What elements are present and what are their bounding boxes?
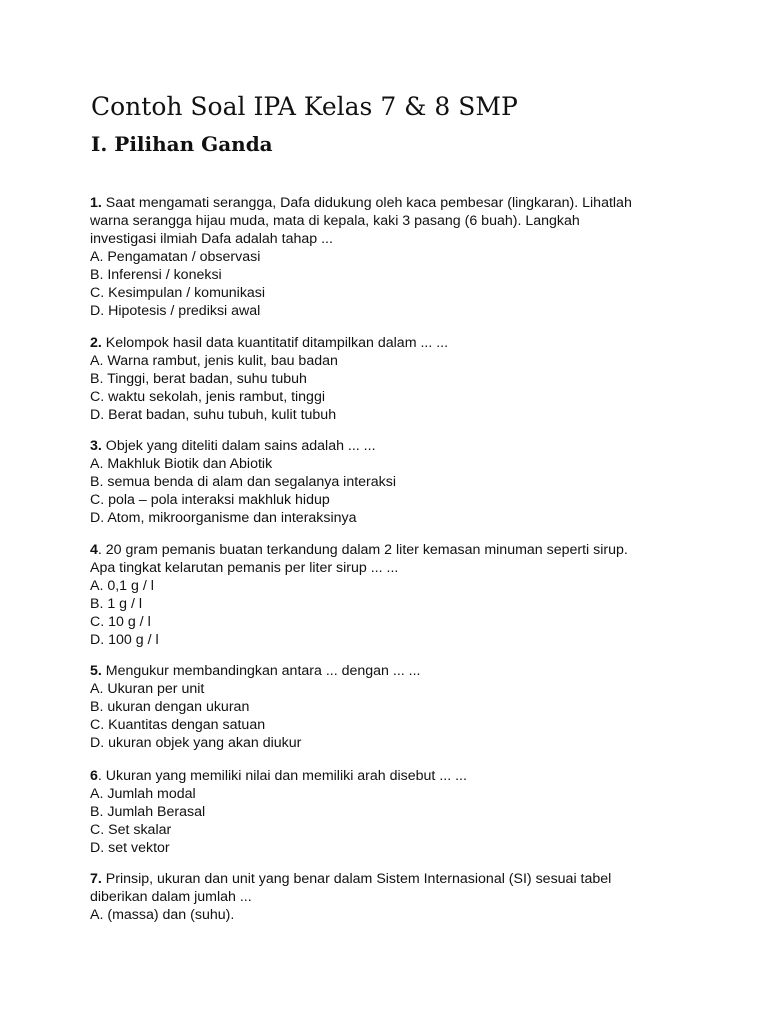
- question-1-option-b: B. Inferensi / koneksi: [90, 267, 222, 283]
- question-6: [90, 767, 690, 857]
- question-6-line-1: [90, 767, 690, 785]
- question-6-text-1: . Ukuran yang memiliki nilai dan memiliki arah disebut ... ...: [97, 768, 467, 784]
- question-3-option-a: A. Makhluk Biotik dan Abiotik: [90, 456, 273, 472]
- question-4-option-c: C. 10 g / l: [90, 614, 151, 630]
- question-4-text-2: Apa tingkat kelarutan pemanis per liter sirup ... ...: [90, 560, 399, 576]
- question-7-text-1: Prinsip, ukuran dan unit yang benar dalam Sistem Internasional (SI) sesuai tabel: [105, 871, 612, 887]
- question-1-text-2: warna serangga hijau muda, mata di kepala, kaki 3 pasang (6 buah). Langkah: [90, 213, 580, 229]
- question-5: [90, 662, 690, 752]
- question-2-option-c: C. waktu sekolah, jenis rambut, tinggi: [90, 389, 325, 405]
- question-2-number: 2.: [90, 335, 102, 351]
- question-7-text-2: diberikan dalam jumlah ...: [90, 889, 252, 905]
- question-5-option-d: D. ukuran objek yang akan diukur: [90, 735, 302, 751]
- question-7: [90, 870, 690, 924]
- question-2-option-b: B. Tinggi, berat badan, suhu tubuh: [90, 371, 307, 387]
- question-5-option-c: C. Kuantitas dengan satuan: [90, 717, 266, 733]
- question-5-line-1: [90, 662, 690, 680]
- question-3-option-b: B. semua benda di alam dan segalanya interaksi: [90, 474, 397, 490]
- question-1-option-d: D. Hipotesis / prediksi awal: [90, 303, 261, 319]
- question-3: [90, 437, 690, 527]
- question-6-number: 6: [90, 768, 98, 784]
- question-1-option-a: A. Pengamatan / observasi: [90, 249, 261, 265]
- question-1-option-c: C. Kesimpulan / komunikasi: [90, 285, 266, 301]
- question-2-option-a: A. Warna rambut, jenis kulit, bau badan: [90, 353, 338, 369]
- question-4: [90, 541, 690, 649]
- question-6-option-c: C. Set skalar: [90, 822, 172, 838]
- question-1-text-3: investigasi ilmiah Dafa adalah tahap ...: [90, 231, 333, 247]
- question-7-number: 7.: [90, 871, 102, 887]
- question-1: [90, 194, 690, 320]
- question-6-option-b: B. Jumlah Berasal: [90, 804, 206, 820]
- section-title: I. Pilihan Ganda: [91, 132, 273, 156]
- question-2-line-1: [90, 334, 690, 352]
- question-4-line-1: [90, 541, 690, 559]
- question-2: [90, 334, 690, 424]
- question-3-option-d: D. Atom, mikroorganisme dan interaksinya: [90, 510, 357, 526]
- question-3-option-c: C. pola – pola interaksi makhluk hidup: [90, 492, 330, 508]
- question-5-number: 5.: [90, 663, 102, 679]
- question-7-option-a: A. (massa) dan (suhu).: [90, 907, 235, 923]
- question-2-option-d: D. Berat badan, suhu tubuh, kulit tubuh: [90, 407, 337, 423]
- question-3-text-1: Objek yang diteliti dalam sains adalah ... ...: [105, 438, 376, 454]
- question-4-text-1: . 20 gram pemanis buatan terkandung dalam 2 liter kemasan minuman seperti sirup.: [97, 542, 628, 558]
- question-7-line-1: [90, 870, 690, 888]
- question-1-line-1: [90, 194, 690, 212]
- document-title: Contoh Soal IPA Kelas 7 & 8 SMP: [91, 92, 518, 121]
- question-1-number: 1.: [90, 195, 102, 211]
- question-4-option-a: A. 0,1 g / l: [90, 578, 154, 594]
- question-5-text-1: Mengukur membandingkan antara ... dengan ... ...: [105, 663, 421, 679]
- question-4-option-d: D. 100 g / l: [90, 632, 159, 648]
- question-1-text-1: Saat mengamati serangga, Dafa didukung oleh kaca pembesar (lingkaran). Lihatlah: [105, 195, 632, 211]
- question-6-option-d: D. set vektor: [90, 840, 170, 856]
- question-5-option-b: B. ukuran dengan ukuran: [90, 699, 250, 715]
- question-2-text-1: Kelompok hasil data kuantitatif ditampilkan dalam ... ...: [105, 335, 449, 351]
- question-3-line-1: [90, 437, 690, 455]
- question-4-option-b: B. 1 g / l: [90, 596, 143, 612]
- question-3-number: 3.: [90, 438, 102, 454]
- question-5-option-a: A. Ukuran per unit: [90, 681, 205, 697]
- question-4-number: 4: [90, 542, 98, 558]
- question-6-option-a: A. Jumlah modal: [90, 786, 196, 802]
